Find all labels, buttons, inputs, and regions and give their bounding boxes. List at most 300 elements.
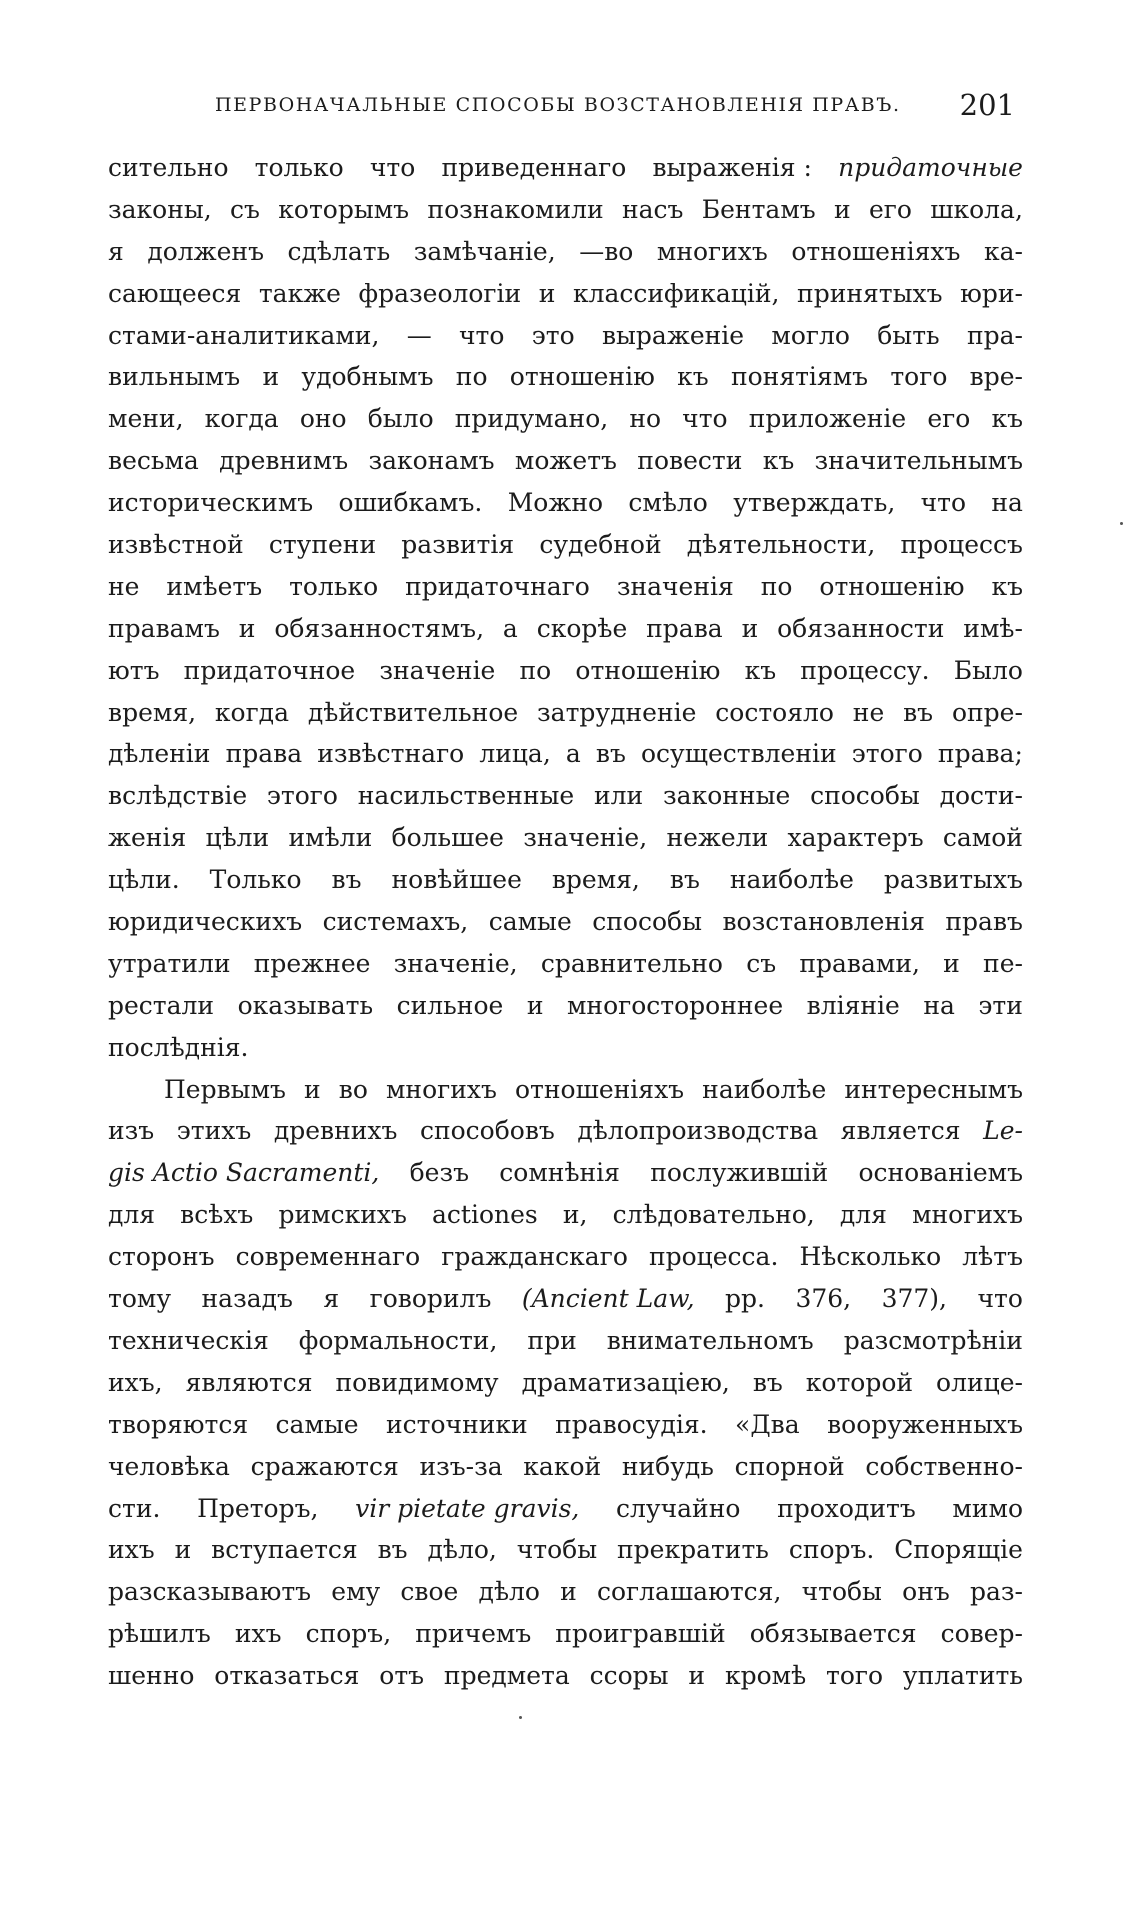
word: эти bbox=[978, 990, 1023, 1020]
word: творяются bbox=[108, 1409, 249, 1439]
word: извѣстной bbox=[108, 530, 244, 560]
word: я bbox=[323, 1284, 340, 1314]
word: значительнымъ bbox=[814, 446, 1023, 476]
word: права bbox=[646, 613, 723, 643]
word: классификацій, bbox=[572, 278, 780, 308]
word: дѣйствительное bbox=[307, 697, 519, 727]
word: утверждать, bbox=[733, 488, 896, 518]
word: — bbox=[406, 320, 432, 350]
italic-word: gis Actio Sacramenti, bbox=[108, 1158, 380, 1188]
word: Нѣсколько bbox=[799, 1242, 942, 1272]
text-line bbox=[108, 1368, 1023, 1410]
word: лица, bbox=[479, 739, 551, 769]
word: въ bbox=[331, 865, 362, 895]
word: Преторъ, bbox=[197, 1493, 319, 1523]
word: для bbox=[839, 1200, 887, 1230]
word: человѣка bbox=[108, 1451, 230, 1481]
word: значеніе, bbox=[523, 823, 648, 853]
word: его bbox=[927, 404, 971, 434]
word: во bbox=[338, 1074, 368, 1104]
word: съ bbox=[230, 194, 260, 224]
word: безъ bbox=[409, 1158, 470, 1188]
word: собственно- bbox=[865, 1451, 1023, 1481]
word: сражаются bbox=[250, 1451, 399, 1481]
word: процесса. bbox=[648, 1242, 779, 1272]
text-line bbox=[108, 1075, 1023, 1117]
text-line bbox=[108, 739, 1023, 781]
word: характеръ bbox=[787, 823, 924, 853]
word: споръ. bbox=[788, 1535, 875, 1565]
word: 376, bbox=[795, 1284, 852, 1314]
word: того bbox=[890, 362, 948, 392]
text-line bbox=[108, 656, 1023, 698]
word: прежнее bbox=[253, 948, 371, 978]
word: и, bbox=[562, 1200, 588, 1230]
word: этого bbox=[266, 781, 338, 811]
word: являются bbox=[185, 1367, 313, 1397]
word: послѣднія. bbox=[108, 1032, 249, 1062]
page-number: 201 bbox=[959, 88, 1015, 122]
word: и bbox=[943, 948, 960, 978]
word: и bbox=[262, 362, 280, 392]
word: наиболѣе bbox=[729, 865, 854, 895]
word: изъ-за bbox=[419, 1451, 503, 1481]
word: а bbox=[565, 739, 581, 769]
word: процессу. bbox=[800, 655, 930, 685]
word: вильнымъ bbox=[108, 362, 241, 392]
word: что bbox=[369, 153, 416, 182]
word: время, bbox=[108, 697, 197, 727]
word: древнихъ bbox=[273, 1116, 398, 1146]
word: Было bbox=[953, 655, 1023, 685]
italic-word: придаточные bbox=[838, 153, 1023, 182]
word: послужившій bbox=[650, 1158, 829, 1188]
word: «Два bbox=[735, 1409, 800, 1439]
italic-word: Le- bbox=[983, 1116, 1023, 1146]
word: значенія bbox=[616, 571, 734, 601]
running-head bbox=[215, 88, 1015, 128]
word: ихъ, bbox=[108, 1367, 163, 1397]
word: формальности, bbox=[298, 1325, 498, 1355]
text-line bbox=[108, 195, 1023, 237]
word: долженъ bbox=[147, 236, 264, 266]
word: цѣли. bbox=[108, 865, 180, 895]
word: сторонъ bbox=[108, 1242, 215, 1272]
word: отношенію bbox=[819, 571, 965, 601]
word: стами-аналитиками, bbox=[108, 320, 380, 350]
word: мени, bbox=[108, 404, 184, 434]
word: сравнительно bbox=[540, 948, 723, 978]
text-line bbox=[108, 823, 1023, 865]
word: которой bbox=[805, 1367, 914, 1397]
word: къ bbox=[762, 446, 795, 476]
word: приложеніе bbox=[748, 404, 907, 434]
word: насильственные bbox=[357, 781, 575, 811]
word: а bbox=[502, 613, 518, 643]
word: свое bbox=[400, 1577, 459, 1607]
word: многихъ bbox=[656, 236, 768, 266]
text-line bbox=[108, 1116, 1023, 1158]
print-speck bbox=[519, 1716, 522, 1719]
word: сдѣлать bbox=[287, 236, 391, 266]
word: затрудненіе bbox=[537, 697, 697, 727]
text-line bbox=[108, 446, 1023, 488]
word: дѣло, bbox=[427, 1535, 497, 1565]
word: дѣятельности, bbox=[686, 530, 876, 560]
word: процессъ bbox=[900, 530, 1023, 560]
word: его bbox=[868, 194, 912, 224]
word: —во bbox=[579, 236, 634, 266]
word: не bbox=[852, 697, 885, 727]
word: тому bbox=[108, 1284, 172, 1314]
word: вліяніе bbox=[806, 990, 900, 1020]
word: дѣло bbox=[478, 1577, 540, 1607]
word: и bbox=[741, 613, 759, 643]
word: юри- bbox=[960, 278, 1023, 308]
text-line bbox=[108, 237, 1023, 279]
word: Спорящіе bbox=[894, 1535, 1023, 1565]
word: въ bbox=[669, 865, 700, 895]
word: является bbox=[840, 1116, 961, 1146]
word: скорѣе bbox=[536, 613, 628, 643]
word: рѣшилъ bbox=[108, 1619, 211, 1649]
word: отношеніяхъ bbox=[515, 1074, 685, 1104]
word: мимо bbox=[952, 1493, 1023, 1523]
word: дѣленіи bbox=[108, 739, 211, 769]
word: проигравшій bbox=[555, 1619, 726, 1649]
word: обязанностямъ, bbox=[274, 613, 485, 643]
word: отказаться bbox=[214, 1661, 360, 1691]
word: олице- bbox=[936, 1367, 1023, 1397]
text-line bbox=[108, 530, 1023, 572]
word: обязанности bbox=[777, 613, 945, 643]
word: ошибкамъ. bbox=[338, 488, 483, 518]
word: смѣло bbox=[628, 488, 708, 518]
word: быть bbox=[877, 320, 940, 350]
word: ка- bbox=[983, 236, 1023, 266]
word: на bbox=[991, 488, 1023, 518]
text-line bbox=[108, 572, 1023, 614]
word: ему bbox=[331, 1577, 381, 1607]
word: техническія bbox=[108, 1325, 269, 1355]
text-line bbox=[108, 279, 1023, 321]
word: вооруженныхъ bbox=[827, 1409, 1023, 1439]
word: что bbox=[459, 320, 505, 350]
word: время, bbox=[551, 865, 640, 895]
word: также bbox=[258, 278, 341, 308]
word: оказывать bbox=[237, 990, 374, 1020]
word: правосудія. bbox=[555, 1409, 708, 1439]
word: чтобы bbox=[801, 1577, 882, 1607]
word: только bbox=[254, 153, 344, 182]
word: по bbox=[455, 362, 488, 392]
word: изъ bbox=[108, 1116, 155, 1146]
text-line bbox=[108, 949, 1023, 991]
word: было bbox=[367, 404, 434, 434]
word: и bbox=[238, 613, 256, 643]
word: въ bbox=[752, 1367, 783, 1397]
word: современнаго bbox=[235, 1242, 421, 1272]
word: проходитъ bbox=[777, 1493, 916, 1523]
word: кромѣ bbox=[724, 1661, 807, 1691]
text-line bbox=[108, 1158, 1023, 1200]
word: сильное bbox=[396, 990, 504, 1020]
word: и bbox=[834, 194, 851, 224]
word: только bbox=[289, 571, 379, 601]
text-line bbox=[108, 1452, 1023, 1494]
word: сомнѣнія bbox=[499, 1158, 620, 1188]
word: пра- bbox=[966, 320, 1023, 350]
word: пе- bbox=[983, 948, 1023, 978]
paragraph bbox=[108, 1075, 1023, 1703]
text-line bbox=[108, 907, 1023, 949]
word: интереснымъ bbox=[844, 1074, 1023, 1104]
word: отношеніяхъ bbox=[791, 236, 961, 266]
word: предмета bbox=[443, 1661, 570, 1691]
word: развитыхъ bbox=[883, 865, 1023, 895]
word: всѣхъ bbox=[180, 1200, 254, 1230]
word: съ bbox=[746, 948, 777, 978]
word: вступается bbox=[211, 1535, 358, 1565]
text-line bbox=[108, 991, 1023, 1033]
word: раз- bbox=[969, 1577, 1023, 1607]
word: развитія bbox=[401, 530, 515, 560]
word: и bbox=[688, 1661, 706, 1691]
text-line bbox=[108, 404, 1023, 446]
word: удобнымъ bbox=[301, 362, 434, 392]
word: могло bbox=[771, 320, 850, 350]
word: сти. bbox=[108, 1493, 161, 1523]
word: этихъ bbox=[176, 1116, 252, 1146]
word: выраженіе bbox=[601, 320, 745, 350]
word: древнимъ bbox=[219, 446, 349, 476]
word: 377), bbox=[881, 1284, 947, 1314]
word: познакомили bbox=[427, 194, 604, 224]
word: разсказываютъ bbox=[108, 1577, 312, 1607]
word: что bbox=[682, 404, 728, 434]
word: обязывается bbox=[749, 1619, 917, 1649]
word: ихъ bbox=[234, 1619, 282, 1649]
word: причемъ bbox=[415, 1619, 532, 1649]
text-line bbox=[108, 1410, 1023, 1452]
word: школа, bbox=[930, 194, 1023, 224]
word: значеніе bbox=[379, 655, 496, 685]
word: замѣчаніе, bbox=[413, 236, 556, 266]
word: повести bbox=[637, 446, 743, 476]
word: способы bbox=[592, 907, 702, 937]
word: историческимъ bbox=[108, 488, 314, 518]
text-line bbox=[108, 321, 1023, 363]
word: Первымъ bbox=[164, 1074, 286, 1104]
word: и bbox=[304, 1074, 321, 1104]
word: по bbox=[760, 571, 793, 601]
word: судебной bbox=[539, 530, 662, 560]
word: можетъ bbox=[514, 446, 617, 476]
word: къ bbox=[744, 655, 777, 685]
word: способовъ bbox=[419, 1116, 555, 1146]
word: шенно bbox=[108, 1661, 195, 1691]
word: случайно bbox=[616, 1493, 741, 1523]
word: приведеннаго bbox=[441, 153, 627, 182]
word: выраженія : bbox=[652, 153, 812, 182]
word: самой bbox=[942, 823, 1023, 853]
word: дѣлопроизводства bbox=[577, 1116, 819, 1146]
word: многихъ bbox=[912, 1200, 1023, 1230]
text-line bbox=[108, 1494, 1023, 1536]
word: фразеологіи bbox=[358, 278, 522, 308]
word: и bbox=[174, 1535, 192, 1565]
word: новѣйшее bbox=[391, 865, 522, 895]
word: того bbox=[825, 1661, 884, 1691]
text-line bbox=[108, 698, 1023, 740]
word: для bbox=[108, 1200, 156, 1230]
word: когда bbox=[204, 404, 279, 434]
word: и bbox=[526, 990, 544, 1020]
word: весьма bbox=[108, 446, 199, 476]
word: когда bbox=[214, 697, 289, 727]
italic-word: (Ancient Law, bbox=[521, 1284, 695, 1314]
running-title: ПЕРВОНАЧАЛЬНЫЕ СПОСОБЫ ВОЗСТАНОВЛЕНІЯ ПРАВЪ. bbox=[215, 94, 901, 116]
word: многостороннее bbox=[566, 990, 784, 1020]
word: значеніе, bbox=[393, 948, 518, 978]
word: что bbox=[920, 488, 967, 518]
word: спорной bbox=[734, 1451, 845, 1481]
word: слѣдовательно, bbox=[612, 1200, 815, 1230]
word: actiones bbox=[432, 1200, 538, 1230]
word: Только bbox=[209, 865, 302, 895]
word: и bbox=[560, 1577, 577, 1607]
text-line bbox=[108, 614, 1023, 656]
word: къ bbox=[991, 404, 1023, 434]
text-line bbox=[108, 781, 1023, 823]
word: которымъ bbox=[278, 194, 410, 224]
word: ступени bbox=[268, 530, 377, 560]
word: законные bbox=[663, 781, 791, 811]
word: нибудь bbox=[621, 1451, 714, 1481]
word: и bbox=[538, 278, 556, 308]
word: имѣетъ bbox=[166, 571, 263, 601]
text-line bbox=[108, 1326, 1023, 1368]
word: какой bbox=[523, 1451, 602, 1481]
word: оно bbox=[299, 404, 347, 434]
word: споръ, bbox=[305, 1619, 392, 1649]
word: что bbox=[977, 1284, 1023, 1314]
word: совер- bbox=[940, 1619, 1023, 1649]
text-line bbox=[108, 153, 1023, 195]
text-line bbox=[108, 488, 1023, 530]
text-line bbox=[108, 1661, 1023, 1703]
word: юридическихъ bbox=[108, 907, 303, 937]
word: соглашаются, bbox=[597, 1577, 782, 1607]
word: сительно bbox=[108, 153, 229, 182]
word: отношенію bbox=[575, 655, 721, 685]
word: не bbox=[108, 571, 140, 601]
word: большее bbox=[391, 823, 504, 853]
word: ихъ bbox=[108, 1535, 155, 1565]
word: ссоры bbox=[589, 1661, 669, 1691]
word: основаніемъ bbox=[858, 1158, 1023, 1188]
word: ютъ bbox=[108, 655, 160, 685]
text-line bbox=[108, 865, 1023, 907]
word: вслѣдствіе bbox=[108, 781, 248, 811]
word: это bbox=[531, 320, 575, 350]
text-line bbox=[108, 362, 1023, 404]
word: права bbox=[225, 739, 303, 769]
word: придаточнаго bbox=[405, 571, 590, 601]
word: отъ bbox=[379, 1661, 425, 1691]
word: дости- bbox=[939, 781, 1023, 811]
text-line bbox=[108, 1577, 1023, 1619]
word: способы bbox=[810, 781, 920, 811]
word: принятыхъ bbox=[797, 278, 943, 308]
word: уплатить bbox=[902, 1661, 1023, 1691]
word: цѣли bbox=[205, 823, 270, 853]
word: утратили bbox=[108, 948, 231, 978]
word: правамъ bbox=[108, 613, 220, 643]
word: отношенію bbox=[509, 362, 655, 392]
word: драматизаціею, bbox=[521, 1367, 730, 1397]
word: въ bbox=[903, 697, 934, 727]
word: pp. bbox=[725, 1284, 765, 1314]
word: имѣ- bbox=[963, 613, 1023, 643]
word: прекратить bbox=[616, 1535, 769, 1565]
word: наиболѣе bbox=[702, 1074, 827, 1104]
word: законы, bbox=[108, 194, 212, 224]
word: самые bbox=[488, 907, 572, 937]
word: этого bbox=[851, 739, 923, 769]
word: насъ bbox=[621, 194, 684, 224]
word: въ bbox=[377, 1535, 408, 1565]
word: чтобы bbox=[516, 1535, 598, 1565]
word: говорилъ bbox=[369, 1284, 492, 1314]
word: системахъ, bbox=[322, 907, 469, 937]
word: или bbox=[594, 781, 644, 811]
word: къ bbox=[677, 362, 709, 392]
word: имѣли bbox=[288, 823, 373, 853]
word: женія bbox=[108, 823, 187, 853]
word: римскихъ bbox=[278, 1200, 407, 1230]
word: придумано, bbox=[454, 404, 609, 434]
text-line bbox=[108, 1284, 1023, 1326]
word: при bbox=[527, 1325, 577, 1355]
word: правъ bbox=[945, 907, 1023, 937]
word: вре- bbox=[969, 362, 1023, 392]
word: рестали bbox=[108, 990, 215, 1020]
text-line bbox=[108, 1200, 1023, 1242]
word: самые bbox=[275, 1409, 359, 1439]
word: внимательномъ bbox=[606, 1325, 814, 1355]
word: на bbox=[923, 990, 955, 1020]
italic-word: vir pietate gravis, bbox=[355, 1493, 580, 1523]
text-line bbox=[108, 1242, 1023, 1284]
word: опре- bbox=[951, 697, 1023, 727]
word: многихъ bbox=[385, 1074, 497, 1104]
word: разсмотрѣніи bbox=[843, 1325, 1023, 1355]
word: законамъ bbox=[368, 446, 495, 476]
word: правами, bbox=[799, 948, 920, 978]
word: придаточное bbox=[183, 655, 356, 685]
word: гражданскаго bbox=[441, 1242, 628, 1272]
word: нежели bbox=[666, 823, 769, 853]
word: онъ bbox=[902, 1577, 950, 1607]
word: извѣстнаго bbox=[317, 739, 465, 769]
paragraph bbox=[108, 153, 1023, 1075]
text-line bbox=[108, 1535, 1023, 1577]
word: возстановленія bbox=[722, 907, 925, 937]
word: назадъ bbox=[201, 1284, 293, 1314]
word: Бентамъ bbox=[701, 194, 816, 224]
text-line bbox=[108, 1033, 1023, 1075]
